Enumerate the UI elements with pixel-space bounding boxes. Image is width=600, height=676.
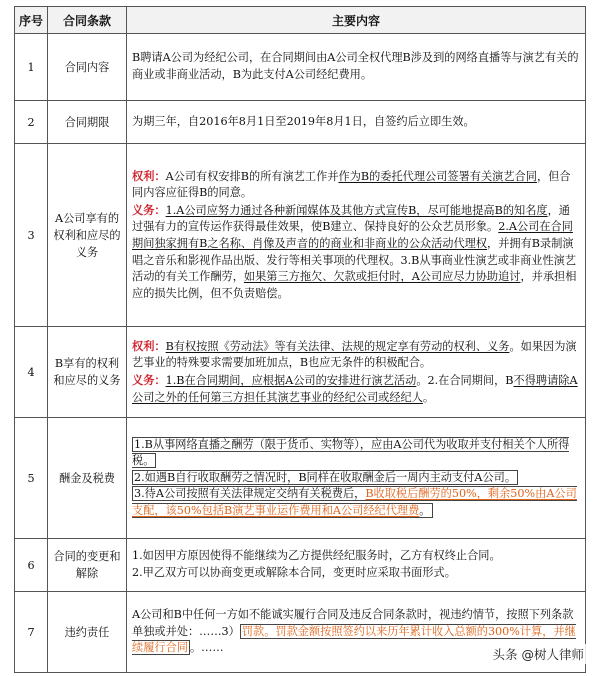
clause-content bbox=[127, 418, 586, 539]
rights-label: 权利： bbox=[132, 338, 166, 353]
clause-content bbox=[127, 539, 586, 592]
fee-item-1: 1.B从事网络直播之酬劳（限于货币、实物等），应由A公司代为收取并支付相关个人所得税。 bbox=[132, 437, 570, 468]
row-number: 6 bbox=[15, 539, 48, 592]
table-row bbox=[15, 539, 586, 592]
duties-label: 义务： bbox=[132, 373, 166, 387]
clause-name: 酬金及税费 bbox=[48, 418, 127, 539]
clause-content: 为期三年，自2016年8月1日至2019年8月1日，自签约后立即生效。 bbox=[127, 101, 586, 144]
row-number: 1 bbox=[15, 34, 48, 101]
duty-3-text: ，并承担相应的损失比例，但不负责赔偿。 bbox=[132, 270, 577, 300]
row-number: 7 bbox=[15, 592, 48, 673]
penalty-highlight: 罚款。罚款金额按照签约以来历年累计收入总额的300%计算，并继续履行合同 bbox=[132, 624, 576, 655]
clause-name: 合同的变更和解除 bbox=[48, 539, 127, 592]
clause-name: B享有的权利和应尽的义务 bbox=[48, 327, 127, 418]
fee-item-3-text: 3.待A公司按照有关法律规定交纳有关税费后， bbox=[134, 487, 366, 501]
fee-split-highlight: B收取税后酬劳的50%，剩余50%由A公司支配，该50%包括B演艺事业运作费用和A公司经纪代理费 bbox=[132, 487, 577, 517]
clause-name: A公司享有的权利和应尽的义务 bbox=[48, 144, 127, 327]
clause-name: 合同内容 bbox=[48, 34, 127, 101]
contract-table bbox=[14, 6, 586, 673]
duty-1-underlined: 1.B在合同期间，应根据A公司的安排进行演艺活动 bbox=[165, 374, 417, 387]
table-row bbox=[15, 144, 586, 327]
rights-underlined: B有权按照《劳动法》等有关法律、法规的规定享有劳动的权利、义务 bbox=[165, 339, 510, 353]
fee-item-2: 2.如遇B自行收取酬劳之情况时，B同样在收取酬金后一周内主动支付A公司。 bbox=[134, 470, 517, 484]
change-item-1: 1.如因甲方原因使得不能继续为乙方提供经纪服务时，乙方有权终止合同。 bbox=[132, 549, 501, 563]
duty-2-text: ，并拥有B录制演唱之音乐和影视作品出版、发行等相关事项的代理权。3.B从事商业性演艺或非商业性演艺活动的有关工作酬劳， bbox=[132, 237, 577, 284]
clause-name: 合同期限 bbox=[48, 101, 127, 144]
duty-3-underlined: 如果第三方拖欠、欠款或拒付时，A公司应尽力协助追讨 bbox=[243, 270, 521, 284]
duty-1-text: ，通过强有力的宣传运作获得最佳效果，使B建立、保持良好的公众艺员形象。 bbox=[132, 203, 570, 234]
rights-text-end: ，但合同内容应征得B的同意。 bbox=[132, 169, 571, 200]
clause-content: B聘请A公司为经纪公司，在合同期间由A公司全权代理B涉及到的网络直播等与演艺有关的商业或非商业活动，B为此支付A公司经纪费用。 bbox=[127, 34, 586, 101]
row-number: 3 bbox=[15, 144, 48, 327]
rights-label: 权利： bbox=[132, 168, 166, 183]
breach-text: A公司和B中任何一方如不能诚实履行合同及违反合同条款时，视违约情节，按照下列条款单独或并处：……3） bbox=[132, 608, 574, 638]
watermark: 头条 @树人律师 bbox=[489, 644, 588, 664]
table-row bbox=[15, 101, 586, 144]
fee-item-3-end: 。 bbox=[419, 503, 431, 517]
clause-name: 违约责任 bbox=[48, 592, 127, 673]
duties-label: 义务： bbox=[132, 202, 166, 217]
breach-end: 。…… bbox=[189, 641, 224, 655]
header-clause: 合同条款 bbox=[48, 7, 127, 34]
rights-underlined: 作为B的委托代理公司签署有关演艺合同 bbox=[338, 169, 537, 183]
duty-2-underlined: 2.A公司在合同期间独家拥有B之名称、肖像及声音的的商业和非商业的公众活动代理权 bbox=[132, 220, 573, 250]
rights-text: A公司有权安排B的所有演艺工作并 bbox=[165, 169, 339, 183]
row-number: 4 bbox=[15, 327, 48, 418]
row-number: 2 bbox=[15, 101, 48, 144]
header-content: 主要内容 bbox=[127, 7, 586, 34]
duty-2-end: 。 bbox=[422, 390, 435, 404]
row-number: 5 bbox=[15, 418, 48, 539]
table-row bbox=[15, 327, 586, 418]
clause-content bbox=[127, 144, 586, 327]
table-row bbox=[15, 34, 586, 101]
table-header bbox=[15, 7, 586, 34]
clause-content bbox=[127, 327, 586, 418]
duty-1-underlined: 1.A公司应努力通过各种新闻媒体及其他方式宣传B，尽可能地提高B的知名度 bbox=[165, 203, 548, 217]
duty-2-underlined: 不得聘请除A公司之外的任何第三方担任其演艺事业的经纪公司或经纪人 bbox=[132, 374, 578, 404]
fee-item-3 bbox=[132, 486, 577, 518]
header-no: 序号 bbox=[15, 7, 48, 34]
change-item-2: 2.甲乙双方可以协商变更或解除本合同，变更时应采取书面形式。 bbox=[132, 566, 456, 579]
table-row bbox=[15, 418, 586, 539]
rights-text: 。如果因为演艺事业的特殊要求需要加班加点，B也应无条件的积极配合。 bbox=[132, 339, 577, 370]
duty-2-text: 。2.在合同期间，B bbox=[416, 374, 514, 387]
